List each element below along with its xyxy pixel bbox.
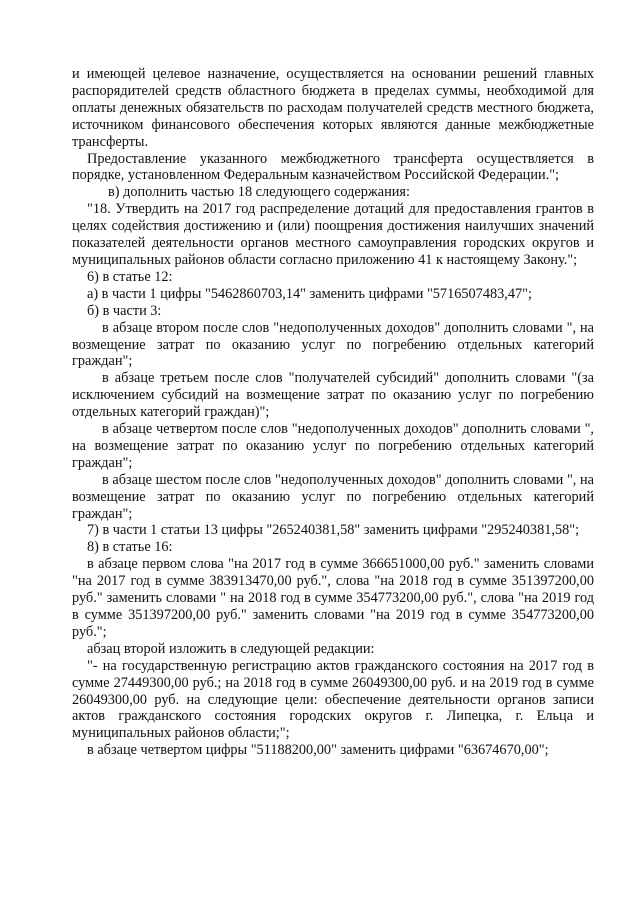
paragraph-item-6: 6) в статье 12: xyxy=(87,268,173,285)
paragraph-part-18: "18. Утвердить на 2017 год распределение дотаций для предоставления грантов в целях содействия достижению и (или) поощрения достижения наилучших значений показателей деятельности органов местного самоуправления городских округов и муниципальных районов области согласно приложению 41 к настоящему Закону."; xyxy=(72,201,594,268)
paragraph-registration: "- на государственную регистрацию актов гражданского состояния на 2017 год в сумме 27449300,00 руб.; на 2018 год в сумме 26049300,00 руб. и на 2019 год в сумме 26049300,00 руб. на следующие цели: обеспечение деятельности органов записи актов гражданского состояния городских округов г. Липецка, г. Ельца и муниципальных районов области;"; xyxy=(72,657,594,742)
paragraph-item-a: а) в части 1 цифры "5462860703,14" заменить цифрами "5716507483,47"; xyxy=(87,285,532,302)
paragraph-item-v: в) дополнить частью 18 следующего содержания: xyxy=(108,184,410,201)
paragraph-fourth-abzac: в абзаце четвертом после слов "недополученных доходов" дополнить словами ", на возмещение затрат по оказанию услуг по погребению отдельных категорий граждан"; xyxy=(72,421,594,471)
paragraph-second-abzac: в абзаце втором после слов "недополученных доходов" дополнить словами ", на возмещение затрат по оказанию услуг по погребению отдельных категорий граждан"; xyxy=(72,319,594,370)
paragraph-first-abzac: в абзаце первом слова "на 2017 год в сумме 366651000,00 руб." заменить словами "на 2017 год в сумме 383913470,00 руб.", слова "на 2018 год в сумме 351397200,00 руб." заменить словами " на 2018 год в сумме 354773200,00 руб.", слова "на 2019 год в сумме 351397200,00 руб." заменить словами "на 2019 год в сумме 354773200,00 руб."; xyxy=(72,556,594,640)
paragraph-intro: и имеющей целевое назначение, осуществляется на основании решений главных распорядителей средств областного бюджета в пределах суммы, необходимой для оплаты денежных обязательств по расходам получателей средств местного бюджета, источником финансового обеспечения которых являются данные межбюджетные трансферты. xyxy=(72,66,594,150)
paragraph-fourth-abzac-figures: в абзаце четвертом цифры "51188200,00" заменить цифрами "63674670,00"; xyxy=(87,742,549,759)
paragraph-item-b: б) в части 3: xyxy=(87,302,162,319)
paragraph-item-7: 7) в части 1 статьи 13 цифры "265240381,58" заменить цифрами "295240381,58"; xyxy=(87,522,580,539)
paragraph-third-abzac: в абзаце третьем после слов "получателей субсидий" дополнить словами "(за исключением субсидий на возмещение затрат по оказанию услуг по погребению отдельных категорий граждан)"; xyxy=(72,370,594,421)
paragraph-second-abzac-new: абзац второй изложить в следующей редакции: xyxy=(87,640,375,657)
paragraph-sixth-abzac: в абзаце шестом после слов "недополученных доходов" дополнить словами ", на возмещение затрат по оказанию услуг по погребению отдельных категорий граждан"; xyxy=(72,471,594,522)
paragraph-item-8: 8) в статье 16: xyxy=(87,539,173,556)
paragraph-transfer-procedure: Предоставление указанного межбюджетного трансферта осуществляется в порядке, установленном Федеральным казначейством Российской Федерации."; xyxy=(72,150,594,184)
document-page xyxy=(72,66,594,759)
